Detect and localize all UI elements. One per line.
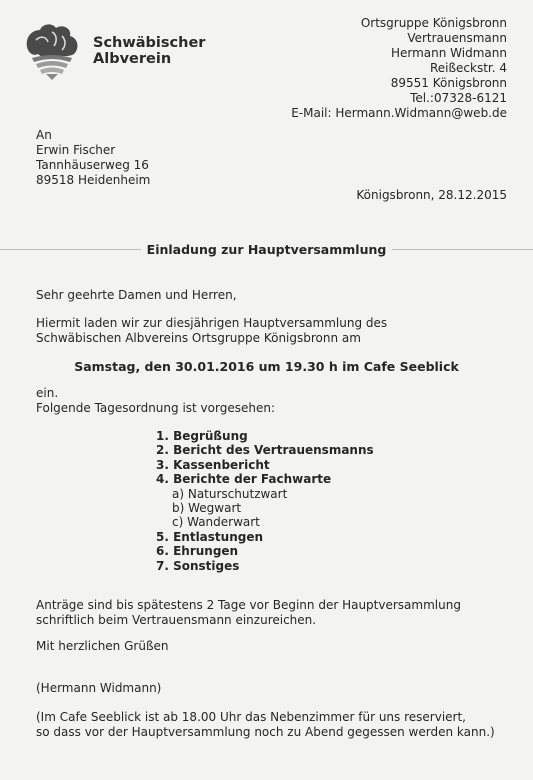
agenda-item: 6. Ehrungen bbox=[156, 544, 239, 559]
closing: Mit herzlichen Grüßen bbox=[36, 639, 169, 653]
subject-text: Einladung zur Hauptversammlung bbox=[141, 242, 393, 257]
after-event-line: ein. bbox=[36, 386, 59, 400]
motions-line: Anträge sind bis spätestens 2 Tage vor Beginn der Hauptversammlung bbox=[36, 598, 461, 612]
motions-line: schriftlich beim Vertrauensmann einzureichen. bbox=[36, 613, 317, 627]
agenda-item: 4. Berichte der Fachwarte bbox=[156, 472, 332, 487]
sender-line: Reißeckstr. 4 bbox=[429, 61, 507, 75]
letter-date: Königsbronn, 28.12.2015 bbox=[356, 188, 507, 202]
recipient-line: An bbox=[36, 128, 52, 142]
agenda-list bbox=[156, 429, 374, 573]
agenda-item: 2. Bericht des Vertrauensmanns bbox=[156, 443, 374, 458]
salutation: Sehr geehrte Damen und Herren, bbox=[36, 288, 237, 302]
recipient-line: 89518 Heidenheim bbox=[36, 173, 151, 187]
sender-line: Vertrauensmann bbox=[407, 31, 507, 45]
albverein-emblem-icon bbox=[22, 18, 82, 80]
sender-line: 89551 Königsbronn bbox=[390, 76, 507, 90]
sender-email: E-Mail: Hermann.Widmann@web.de bbox=[291, 106, 507, 120]
agenda-item: c) Wanderwart bbox=[172, 515, 260, 530]
note-line: so dass vor der Hauptversammlung noch zu Abend gegessen werden kann.) bbox=[36, 725, 495, 739]
intro-line: Hiermit laden wir zur diesjährigen Hauptversammlung des bbox=[36, 316, 388, 330]
note-paragraph bbox=[36, 710, 495, 740]
logo bbox=[22, 18, 222, 80]
agenda-item: b) Wegwart bbox=[172, 501, 242, 516]
event-line: Samstag, den 30.01.2016 um 19.30 h im Cafe Seeblick bbox=[74, 359, 459, 374]
logo-line-2: Albverein bbox=[93, 51, 172, 67]
after-event-line: Folgende Tagesordnung ist vorgesehen: bbox=[36, 401, 275, 415]
sender-line: Tel.:07328-6121 bbox=[410, 91, 507, 105]
recipient-address bbox=[36, 128, 150, 188]
intro-paragraph bbox=[36, 316, 387, 346]
signature: (Hermann Widmann) bbox=[36, 681, 162, 695]
recipient-line: Erwin Fischer bbox=[36, 143, 116, 157]
agenda-item: a) Naturschutzwart bbox=[172, 486, 288, 501]
logo-line-1: Schwäbischer bbox=[93, 35, 206, 51]
intro-line: Schwäbischen Albvereins Ortsgruppe Königsbronn am bbox=[36, 331, 361, 345]
agenda-intro bbox=[36, 386, 275, 416]
agenda-item: 5. Entlastungen bbox=[156, 529, 264, 544]
note-line: (Im Cafe Seeblick ist ab 18.00 Uhr das Nebenzimmer für uns reserviert, bbox=[36, 710, 466, 724]
agenda-item: 3. Kassenbericht bbox=[156, 457, 270, 472]
sender-address bbox=[291, 16, 507, 121]
logo-wordmark bbox=[93, 35, 205, 67]
agenda-item: 1. Begrüßung bbox=[156, 429, 248, 443]
recipient-line: Tannhäuserweg 16 bbox=[36, 158, 149, 172]
sender-line: Hermann Widmann bbox=[390, 46, 507, 60]
motions-paragraph bbox=[36, 598, 461, 628]
sender-line: Ortsgruppe Königsbronn bbox=[360, 16, 507, 30]
agenda-item: 7. Sonstiges bbox=[156, 558, 240, 573]
subject-line bbox=[0, 242, 533, 257]
